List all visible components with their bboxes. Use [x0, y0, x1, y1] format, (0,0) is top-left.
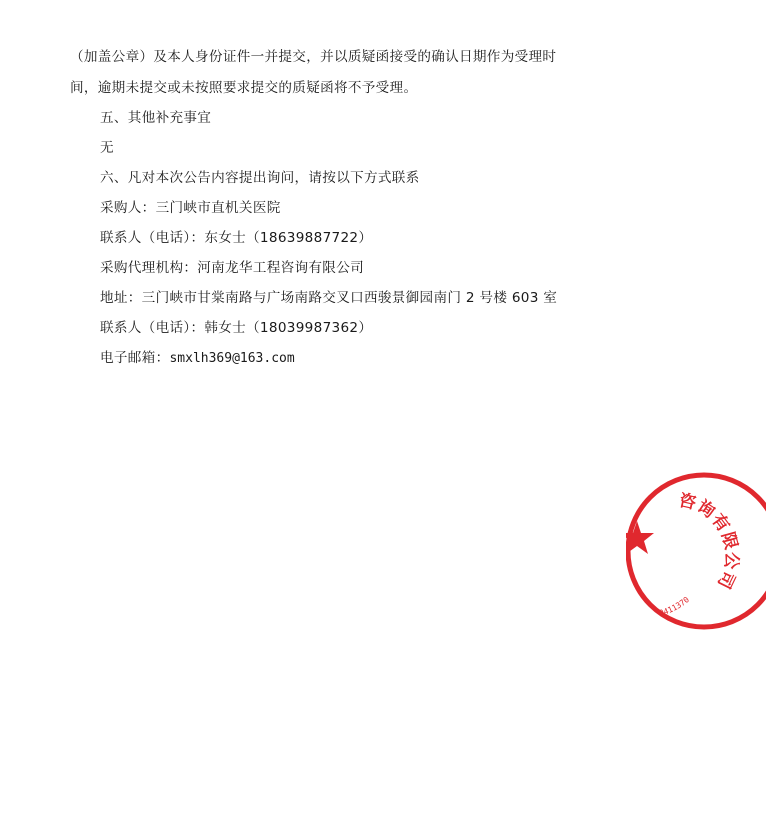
section-5-content: 无: [100, 140, 114, 156]
seal-code-text: 0411370: [658, 595, 692, 618]
email-address: smxlh369@163.com: [169, 351, 295, 366]
email-line: [100, 349, 295, 368]
paragraph-line-1: （加盖公章）及本人身份证件一并提交，并以质疑函接受的确认日期作为受理时: [70, 49, 557, 65]
section-heading-6: 六、凡对本次公告内容提出询问，请按以下方式联系: [100, 170, 420, 186]
seal-company-text: 咨询有限公司: [676, 490, 742, 593]
email-label: 电子邮箱：: [100, 350, 170, 366]
section-heading-5: 五、其他补充事宜: [100, 110, 212, 126]
purchaser-line: 采购人：三门峡市直机关医院: [100, 200, 281, 216]
purchaser-contact-line: 联系人（电话）：东女士（18639887722）: [100, 230, 373, 246]
agency-line: 采购代理机构：河南龙华工程咨询有限公司: [100, 260, 364, 276]
address-line: 地址：三门峡市甘棠南路与广场南路交叉口西骏景御园南门 2 号楼 603 室: [100, 290, 558, 306]
company-seal: [626, 466, 766, 638]
agency-contact-line: 联系人（电话）：韩女士（18039987362）: [100, 320, 373, 336]
paragraph-line-2: 间，逾期未提交或未按照要求提交的质疑函将不予受理。: [70, 80, 418, 96]
